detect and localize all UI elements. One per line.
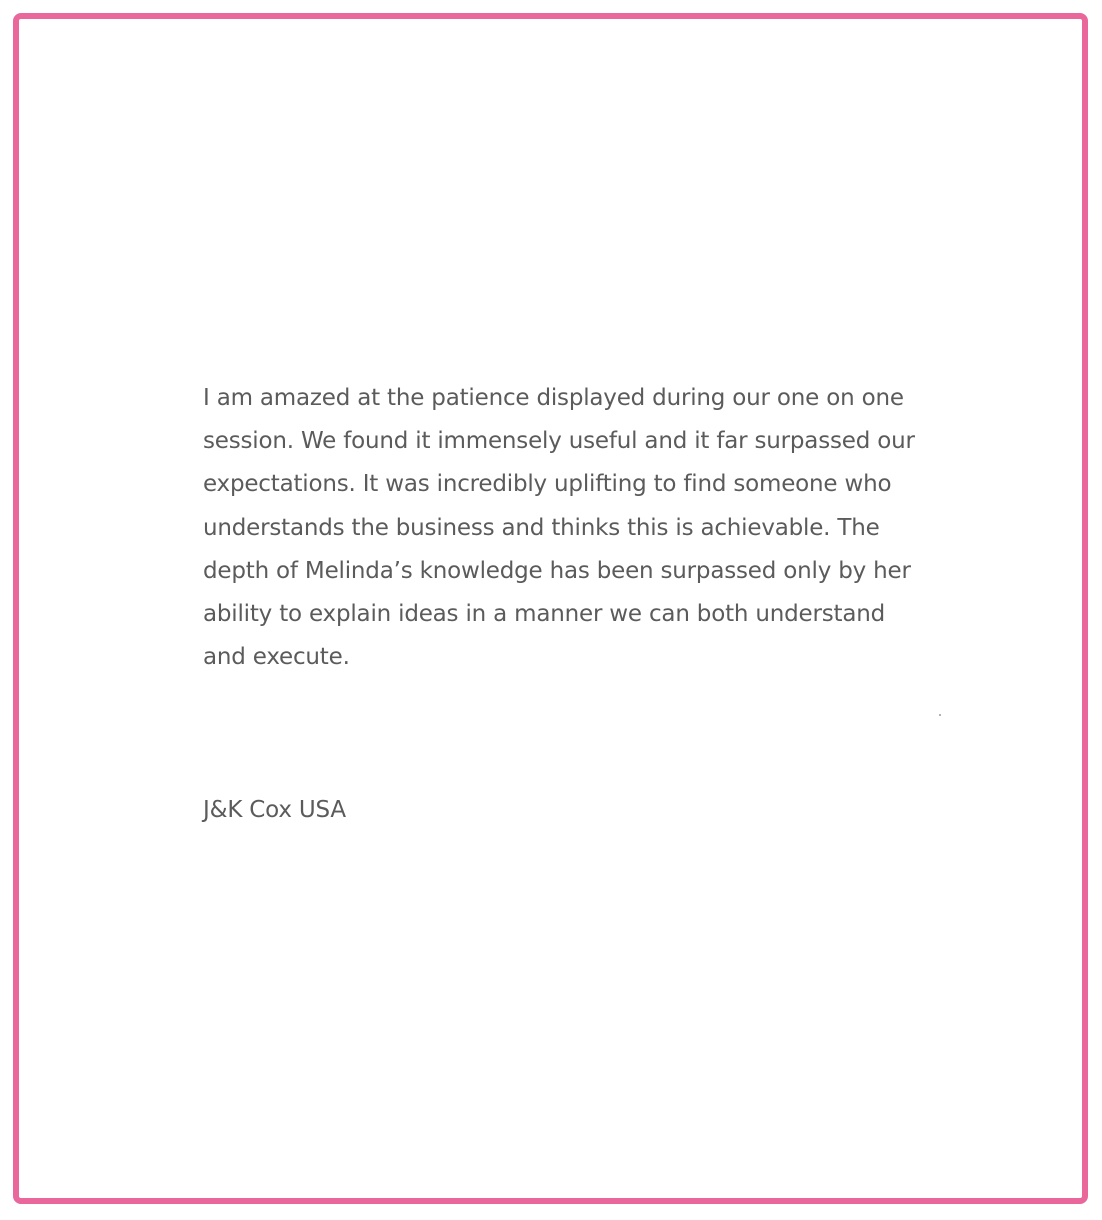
decorative-dot <box>939 714 941 716</box>
testimonial-card <box>13 13 1088 1204</box>
testimonial-quote: I am amazed at the patience displayed during our one on one session. We found it immensely useful and it far surpassed our expectations. It was incredibly uplifting to find someone who understands the business and thinks this is achievable. The depth of Melinda’s knowledge has been surpassed only by her ability to explain ideas in a manner we can both understand and execute. <box>203 385 915 671</box>
testimonial-author: J&K Cox USA <box>203 797 346 823</box>
